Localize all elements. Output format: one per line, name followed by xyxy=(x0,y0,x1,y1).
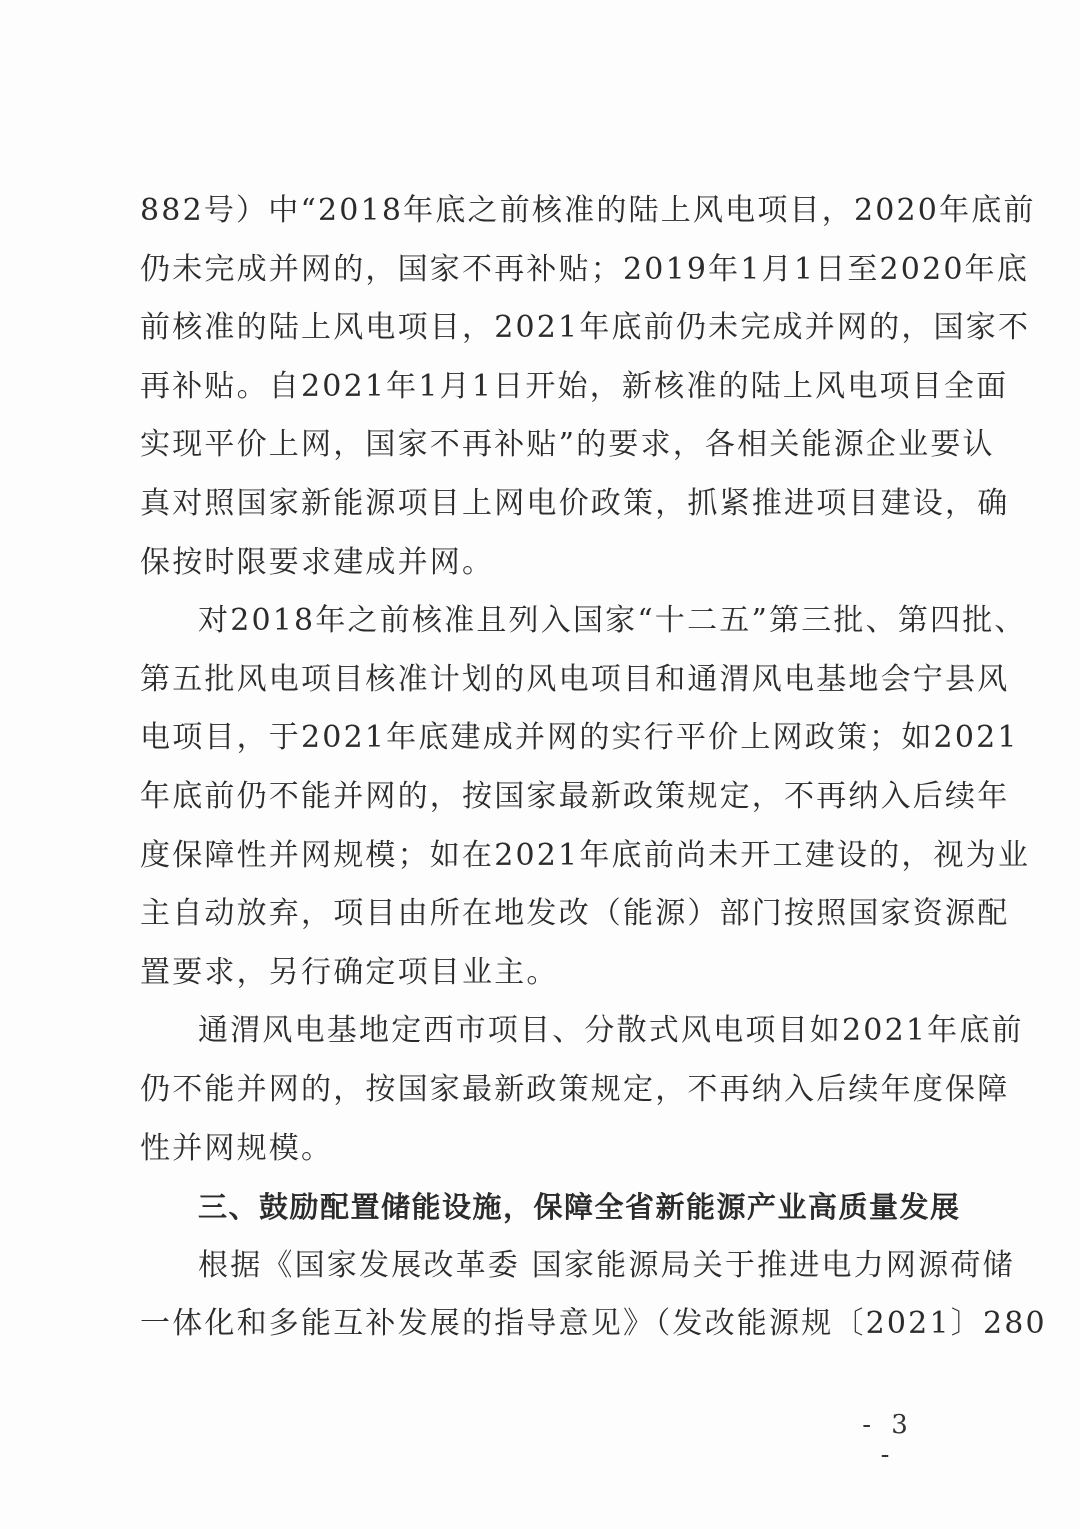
text-line: 性并网规模。 xyxy=(140,1130,334,1166)
text-line: 通渭风电基地定西市项目、分散式风电项目如2021年底前 xyxy=(198,1013,1024,1049)
text-line: 置要求，另行确定项目业主。 xyxy=(140,954,559,990)
text-line: 一体化和多能互补发展的指导意见》（发改能源规〔2021〕280 xyxy=(140,1306,1047,1342)
text-line: 保按时限要求建成并网。 xyxy=(140,544,495,580)
text-line: 年底前仍不能并网的，按国家最新政策规定，不再纳入后续年 xyxy=(140,778,1010,814)
text-line: 前核准的陆上风电项目，2021年底前仍未完成并网的，国家不 xyxy=(140,310,1031,346)
text-line: 实现平价上网，国家不再补贴”的要求，各相关能源企业要认 xyxy=(140,427,995,463)
text-line: 882号）中“2018年底之前核准的陆上风电项目，2020年底前 xyxy=(140,193,1036,228)
text-line: 仍未完成并网的，国家不再补贴；2019年1月1日至2020年底 xyxy=(140,251,1030,287)
text-line: 仍不能并网的，按国家最新政策规定，不再纳入后续年度保障 xyxy=(140,1071,1010,1107)
page-number: - 3 - xyxy=(862,1410,914,1470)
text-line: 度保障性并网规模；如在2021年底前尚未开工建设的，视为业 xyxy=(140,837,1031,873)
text-line: 主自动放弃，项目由所在地发改（能源）部门按照国家资源配 xyxy=(140,896,1010,932)
text-line: 电项目，于2021年底建成并网的实行平价上网政策；如2021 xyxy=(140,720,1019,756)
section-heading: 三、鼓励配置储能设施，保障全省新能源产业高质量发展 xyxy=(198,1190,961,1225)
text-line: 对2018年之前核准且列入国家“十二五”第三批、第四批、 xyxy=(198,603,1027,639)
text-line: 真对照国家新能源项目上网电价政策，抓紧推进项目建设，确 xyxy=(140,485,1010,521)
text-line: 再补贴。自2021年1月1日开始，新核准的陆上风电项目全面 xyxy=(140,368,1009,404)
body-text xyxy=(140,182,1047,1354)
text-line: 根据《国家发展改革委 国家能源局关于推进电力网源荷储 xyxy=(198,1247,1015,1283)
text-line: 第五批风电项目核准计划的风电项目和通渭风电基地会宁县风 xyxy=(140,661,1010,697)
